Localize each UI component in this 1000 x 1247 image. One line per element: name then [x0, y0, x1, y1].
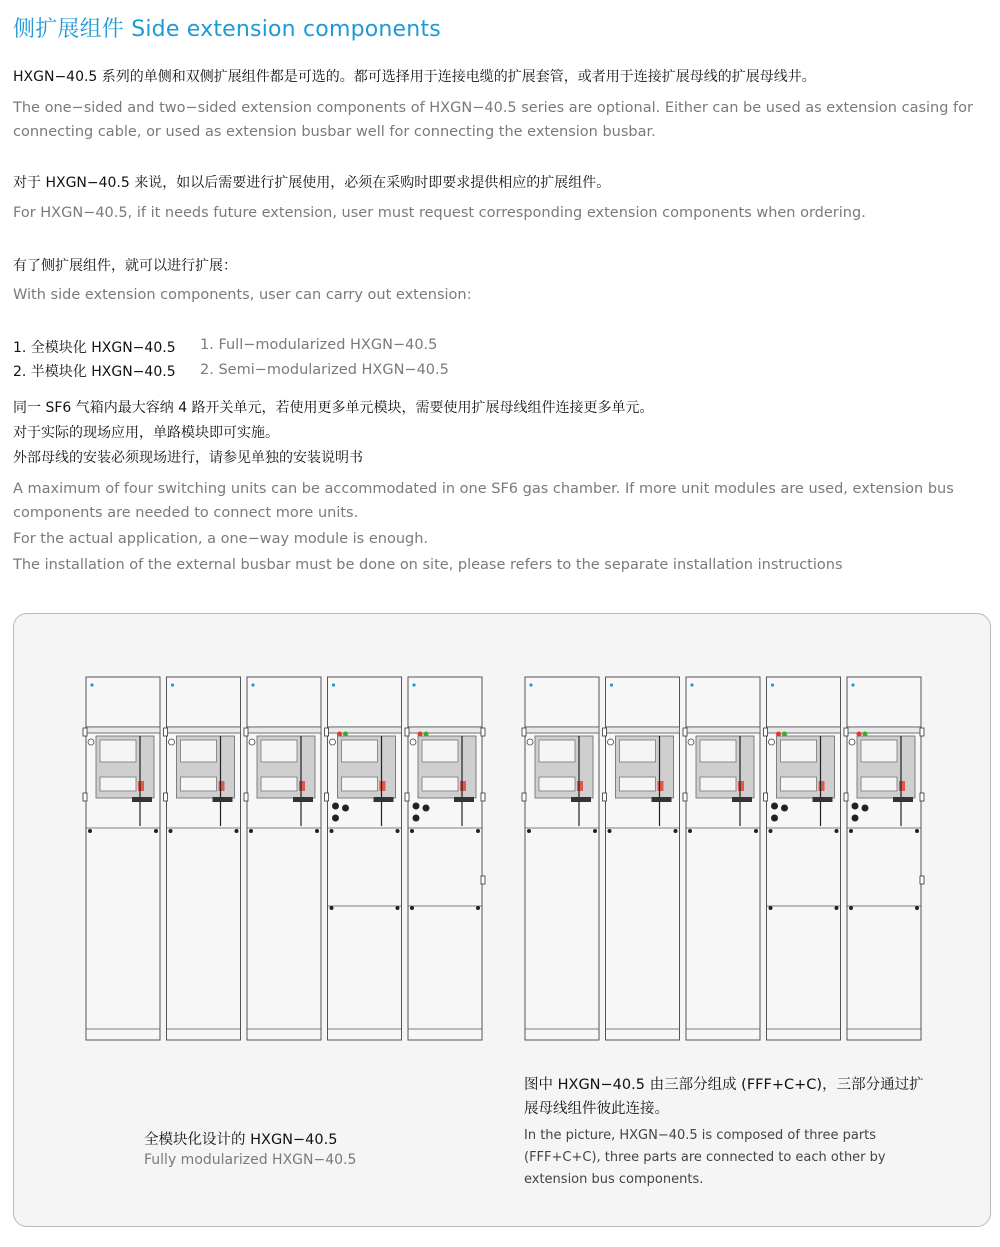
bolt: [915, 906, 919, 910]
mimic-window: [781, 740, 817, 762]
red-lamp: [857, 732, 862, 737]
bolt: [154, 829, 158, 833]
note-cn-3: 外部母线的安装必须现场进行，请参见单独的安装说明书: [13, 450, 363, 466]
side-handle: [244, 793, 248, 801]
side-handle: [844, 728, 848, 736]
feeder-unit: [83, 677, 160, 1040]
mimic-window: [620, 740, 656, 762]
side-handle: [683, 793, 687, 801]
bolt: [249, 829, 253, 833]
side-handle: [920, 728, 924, 736]
green-lamp: [424, 732, 429, 737]
gauge-icon: [169, 739, 175, 745]
feeder-unit: [522, 677, 599, 1040]
bolt: [410, 906, 414, 910]
operating-knob: [771, 803, 778, 810]
side-handle: [244, 728, 248, 736]
feeder-unit: [683, 677, 760, 1040]
mimic-window: [861, 740, 897, 762]
gauge-icon: [608, 739, 614, 745]
red-indicator: [658, 781, 664, 791]
para1-en: The one−sided and two−sided extension components of HXGN−40.5 series are optional. Either can be used as extension casing for connecting cable, or used as extension busbar well for connecting the extension busbar.: [13, 100, 973, 140]
indicator-dot: [771, 683, 774, 686]
red-indicator: [899, 781, 905, 791]
note-cn-1: 同一 SF6 气箱内最大容纳 4 路开关单元，若使用更多单元模块，需要使用扩展母线组件连接更多单元。: [13, 400, 654, 416]
busbar-block: [571, 797, 591, 802]
bolt: [849, 906, 853, 910]
side-handle: [764, 728, 768, 736]
side-handle: [603, 793, 607, 801]
para2-cn: 对于 HXGN−40.5 来说，如以后需要进行扩展使用，必须在采购时即要求提供相应的扩展组件。: [13, 175, 611, 191]
indicator-dot: [90, 683, 93, 686]
busbar-block: [813, 797, 833, 802]
operating-knob: [413, 815, 420, 822]
busbar-block: [652, 797, 672, 802]
divider-band: [525, 727, 599, 733]
feeder-unit: [164, 677, 241, 1040]
bolt: [593, 829, 597, 833]
right-caption-cn: 图中 HXGN−40.5 由三部分组成 (FFF+C+C)，三部分通过扩展母线组件彼此连接。: [524, 1077, 924, 1117]
red-indicator: [819, 781, 825, 791]
gauge-icon: [88, 739, 94, 745]
note-en-2: For the actual application, a one−way module is enough.: [13, 531, 429, 547]
cable-unit: [405, 677, 482, 1040]
divider-band: [247, 727, 321, 733]
red-indicator: [299, 781, 305, 791]
gauge-icon: [410, 739, 416, 745]
side-handle: [325, 728, 329, 736]
mimic-window: [181, 740, 217, 762]
mimic-window-lower: [700, 777, 736, 791]
right-caption-en: In the picture, HXGN−40.5 is composed of three parts (FFF+C+C), three parts are connected to each other by extension bus components.: [524, 1128, 886, 1187]
side-handle: [325, 793, 329, 801]
operating-knob: [413, 803, 420, 810]
switchgear-full-modular: [80, 676, 500, 1046]
indicator-dot: [851, 683, 854, 686]
side-handle: [683, 728, 687, 736]
red-indicator: [738, 781, 744, 791]
red-indicator: [380, 781, 386, 791]
green-lamp: [782, 732, 787, 737]
mimic-window: [539, 740, 575, 762]
bolt: [608, 829, 612, 833]
bolt: [169, 829, 173, 833]
bolt: [835, 906, 839, 910]
mimic-window-lower: [342, 777, 378, 791]
side-handle: [481, 876, 485, 884]
figure-panel: [13, 613, 991, 1227]
gauge-icon: [527, 739, 533, 745]
indicator-dot: [610, 683, 613, 686]
gauge-icon: [249, 739, 255, 745]
green-lamp: [343, 732, 348, 737]
cable-unit: [764, 677, 841, 1040]
note-en-1: A maximum of four switching units can be accommodated in one SF6 gas chamber. If more unit modules are used, extension bus components are needed to connect more units.: [13, 481, 954, 521]
red-indicator: [138, 781, 144, 791]
indicator-dot: [332, 683, 335, 686]
operating-knob: [852, 815, 859, 822]
busbar-block: [293, 797, 313, 802]
side-handle: [164, 793, 168, 801]
mimic-window: [342, 740, 378, 762]
bolt: [835, 829, 839, 833]
red-indicator: [577, 781, 583, 791]
indicator-dot: [529, 683, 532, 686]
top-compartment: [247, 677, 321, 727]
side-handle: [603, 728, 607, 736]
gauge-icon: [849, 739, 855, 745]
busbar-block: [893, 797, 913, 802]
operating-knob: [423, 805, 430, 812]
top-compartment: [167, 677, 241, 727]
para3-en: With side extension components, user can carry out extension:: [13, 287, 472, 303]
green-lamp: [863, 732, 868, 737]
side-handle: [920, 793, 924, 801]
bolt: [769, 906, 773, 910]
top-compartment: [328, 677, 402, 727]
top-compartment: [686, 677, 760, 727]
list-item-2-en: 2. Semi−modularized HXGN−40.5: [200, 362, 449, 378]
red-lamp: [776, 732, 781, 737]
left-caption-en: Fully modularized HXGN−40.5: [144, 1152, 357, 1168]
side-handle: [405, 728, 409, 736]
mimic-window: [422, 740, 458, 762]
mimic-window-lower: [620, 777, 656, 791]
top-compartment: [847, 677, 921, 727]
bolt: [754, 829, 758, 833]
top-compartment: [525, 677, 599, 727]
bolt: [688, 829, 692, 833]
bolt: [849, 829, 853, 833]
bolt: [410, 829, 414, 833]
side-handle: [405, 793, 409, 801]
bolt: [527, 829, 531, 833]
mimic-window-lower: [261, 777, 297, 791]
bolt: [330, 906, 334, 910]
gauge-icon: [688, 739, 694, 745]
side-handle: [522, 793, 526, 801]
top-compartment: [606, 677, 680, 727]
feeder-unit: [244, 677, 321, 1040]
divider-band: [606, 727, 680, 733]
busbar-block: [213, 797, 233, 802]
busbar-block: [374, 797, 394, 802]
mimic-window: [700, 740, 736, 762]
indicator-dot: [171, 683, 174, 686]
list-item-1-cn: 1. 全模块化 HXGN−40.5: [13, 340, 176, 356]
para3-cn: 有了侧扩展组件，就可以进行扩展：: [13, 258, 237, 274]
bolt: [396, 829, 400, 833]
bolt: [88, 829, 92, 833]
indicator-dot: [251, 683, 254, 686]
busbar-block: [454, 797, 474, 802]
left-caption-cn: 全模块化设计的 HXGN−40.5: [144, 1132, 338, 1148]
mimic-window-lower: [422, 777, 458, 791]
red-lamp: [418, 732, 423, 737]
red-lamp: [337, 732, 342, 737]
side-handle: [844, 793, 848, 801]
side-handle: [481, 728, 485, 736]
divider-band: [167, 727, 241, 733]
mimic-window-lower: [539, 777, 575, 791]
indicator-dot: [690, 683, 693, 686]
side-handle: [764, 793, 768, 801]
operating-knob: [332, 803, 339, 810]
top-compartment: [408, 677, 482, 727]
side-handle: [522, 728, 526, 736]
divider-band: [686, 727, 760, 733]
gauge-icon: [330, 739, 336, 745]
mimic-window-lower: [181, 777, 217, 791]
switchgear-fff-c-c: [519, 676, 939, 1046]
mimic-window: [100, 740, 136, 762]
mimic-window: [261, 740, 297, 762]
para1-cn: HXGN−40.5 系列的单侧和双侧扩展组件都是可选的。都可选择用于连接电缆的扩展套管，或者用于连接扩展母线的扩展母线井。: [13, 69, 816, 85]
cable-unit: [325, 677, 402, 1040]
top-compartment: [86, 677, 160, 727]
mimic-window-lower: [861, 777, 897, 791]
mimic-window-lower: [781, 777, 817, 791]
busbar-block: [732, 797, 752, 802]
cable-unit: [844, 677, 921, 1040]
note-en-3: The installation of the external busbar must be done on site, please refers to the separate installation instructions: [13, 557, 843, 573]
feeder-unit: [603, 677, 680, 1040]
list-item-1-en: 1. Full−modularized HXGN−40.5: [200, 337, 438, 353]
bolt: [769, 829, 773, 833]
note-cn-2: 对于实际的现场应用，单路模块即可实施。: [13, 425, 279, 441]
bolt: [476, 906, 480, 910]
bolt: [235, 829, 239, 833]
divider-band: [86, 727, 160, 733]
red-indicator: [219, 781, 225, 791]
bolt: [396, 906, 400, 910]
side-handle: [83, 728, 87, 736]
side-handle: [481, 793, 485, 801]
bolt: [915, 829, 919, 833]
para2-en: For HXGN−40.5, if it needs future extension, user must request corresponding extension components when ordering.: [13, 205, 866, 221]
operating-knob: [781, 805, 788, 812]
bolt: [476, 829, 480, 833]
operating-knob: [771, 815, 778, 822]
list-item-2-cn: 2. 半模块化 HXGN−40.5: [13, 364, 176, 380]
bolt: [674, 829, 678, 833]
bolt: [330, 829, 334, 833]
busbar-block: [132, 797, 152, 802]
mimic-window-lower: [100, 777, 136, 791]
top-compartment: [767, 677, 841, 727]
operating-knob: [852, 803, 859, 810]
operating-knob: [862, 805, 869, 812]
operating-knob: [332, 815, 339, 822]
operating-knob: [342, 805, 349, 812]
side-handle: [164, 728, 168, 736]
bolt: [315, 829, 319, 833]
side-handle: [920, 876, 924, 884]
side-handle: [83, 793, 87, 801]
indicator-dot: [412, 683, 415, 686]
page-title: 侧扩展组件 Side extension components: [13, 17, 441, 42]
gauge-icon: [769, 739, 775, 745]
red-indicator: [460, 781, 466, 791]
